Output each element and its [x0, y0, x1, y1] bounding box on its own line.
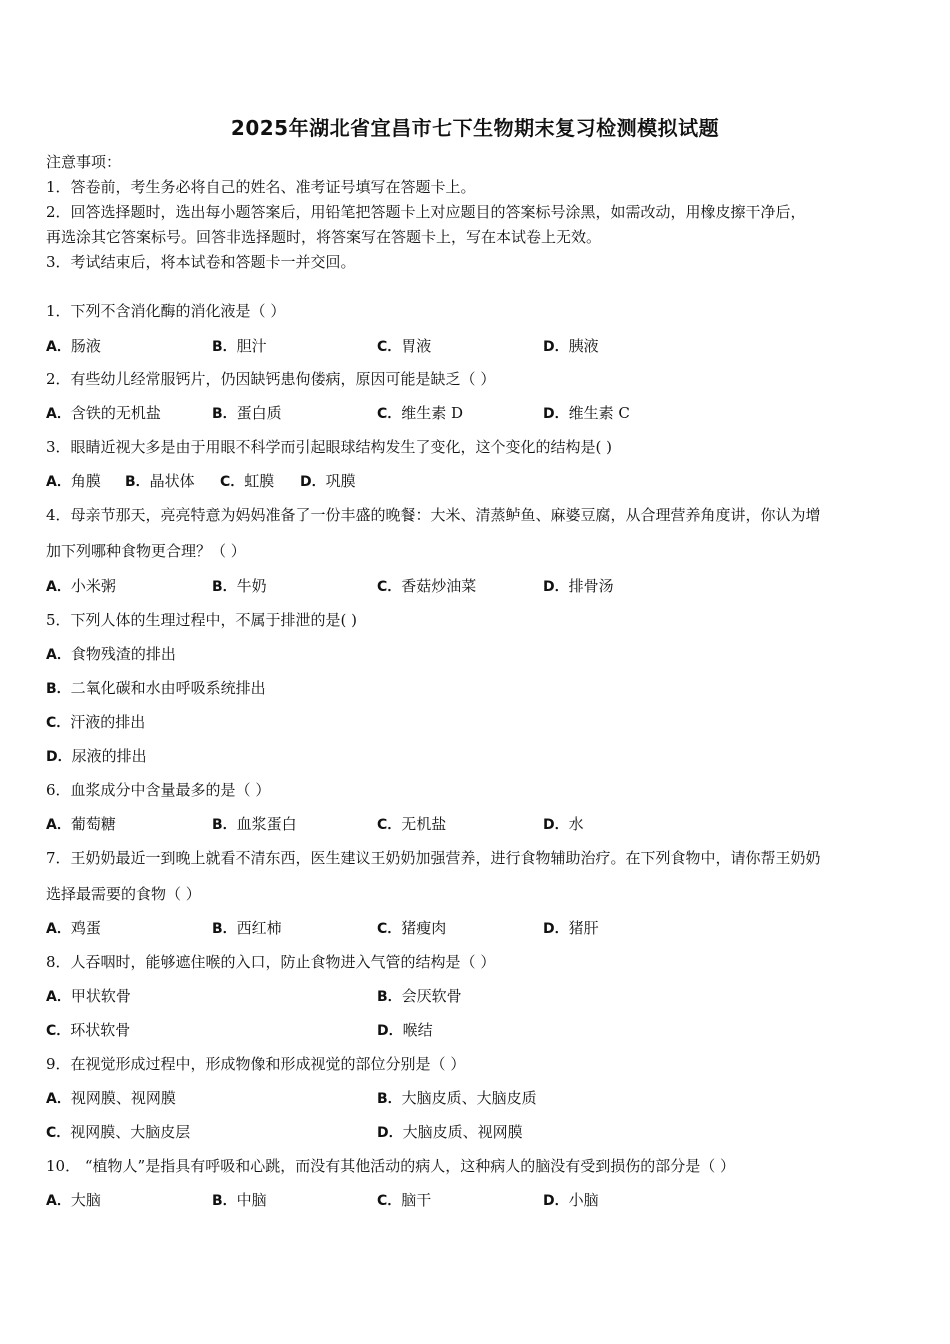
option-text: 无机盐: [401, 815, 447, 833]
option-text: 水: [568, 815, 584, 833]
option-d[interactable]: [543, 336, 599, 357]
question-stem-continued: 加下列哪种食物更合理？（ ）: [46, 542, 246, 560]
question-stem: 5．下列人体的生理过程中，不属于排泄的是( ): [46, 611, 358, 629]
option-a[interactable]: [46, 1190, 101, 1211]
option-text: 晶状体: [149, 472, 195, 490]
option-text: 二氧化碳和水由呼吸系统排出: [70, 679, 266, 697]
option-text: 血浆蛋白: [236, 815, 297, 833]
option-text: 喉结: [402, 1021, 433, 1039]
option-label: A．: [46, 474, 71, 490]
option-text: 中脑: [236, 1191, 267, 1209]
option-label: A．: [46, 579, 71, 595]
option-label: D．: [543, 406, 569, 422]
option-label: D．: [377, 1125, 403, 1141]
option-a[interactable]: [46, 986, 131, 1007]
option-text: 维生素 D: [401, 404, 464, 422]
option-text: 排骨汤: [568, 577, 614, 595]
option-a[interactable]: [46, 814, 116, 835]
option-a[interactable]: [46, 403, 161, 424]
option-c[interactable]: [46, 1122, 190, 1143]
option-text: 大脑皮质、视网膜: [402, 1123, 523, 1141]
option-text: 香菇炒油菜: [401, 577, 477, 595]
option-text: 大脑皮质、大脑皮质: [401, 1089, 537, 1107]
option-d[interactable]: [543, 403, 630, 424]
option-d[interactable]: [377, 1020, 433, 1041]
question-stem: 8．人吞咽时，能够遮住喉的入口，防止食物进入气管的结构是（ ）: [46, 953, 496, 971]
option-label: D．: [543, 921, 569, 937]
option-text: 胆汁: [236, 337, 267, 355]
option-label: A．: [46, 1193, 71, 1209]
option-text: 汗液的排出: [70, 713, 146, 731]
option-text: 环状软骨: [70, 1021, 131, 1039]
option-a[interactable]: [46, 918, 101, 939]
option-label: A．: [46, 921, 71, 937]
option-label: A．: [46, 1091, 71, 1107]
option-text: 胰液: [568, 337, 599, 355]
option-d[interactable]: [543, 814, 584, 835]
option-text: 食物残渣的排出: [70, 645, 176, 663]
option-label: C．: [46, 1125, 71, 1141]
option-label: D．: [543, 339, 569, 355]
option-label: A．: [46, 406, 71, 422]
option-text: 尿液的排出: [71, 747, 147, 765]
option-a[interactable]: [46, 576, 116, 597]
option-b[interactable]: [212, 576, 267, 597]
option-label: A．: [46, 647, 71, 663]
option-text: 猪肝: [568, 919, 599, 937]
option-label: B．: [212, 1193, 237, 1209]
option-a[interactable]: [46, 644, 176, 665]
option-c[interactable]: [377, 336, 431, 357]
option-label: B．: [212, 817, 237, 833]
notice-item: 3．考试结束后，将本试卷和答题卡一并交回。: [46, 253, 356, 271]
option-text: 胃液: [401, 337, 432, 355]
option-c[interactable]: [377, 918, 446, 939]
option-label: C．: [46, 715, 71, 731]
question-stem: 4．母亲节那天，亮亮特意为妈妈准备了一份丰盛的晚餐：大米、清蒸鲈鱼、麻婆豆腐，从合理营养角度讲，你认为增: [46, 506, 821, 524]
option-c[interactable]: [220, 471, 274, 492]
option-text: 葡萄糖: [70, 815, 116, 833]
option-label: B．: [212, 339, 237, 355]
notice-item: 1．答卷前，考生务必将自己的姓名、准考证号填写在答题卡上。: [46, 178, 476, 196]
question-stem: 7．王奶奶最近一到晚上就看不清东西，医生建议王奶奶加强营养，进行食物辅助治疗。在下列食物中，请你帮王奶奶: [46, 849, 821, 867]
option-label: D．: [300, 474, 326, 490]
option-text: 甲状软骨: [70, 987, 131, 1005]
option-text: 肠液: [70, 337, 101, 355]
option-label: D．: [543, 817, 569, 833]
question-stem: 6．血浆成分中含量最多的是（ ）: [46, 781, 271, 799]
notice-heading: 注意事项：: [46, 153, 122, 171]
option-b[interactable]: [212, 336, 267, 357]
option-text: 大脑: [70, 1191, 101, 1209]
option-b[interactable]: [212, 918, 282, 939]
option-b[interactable]: [377, 986, 462, 1007]
option-c[interactable]: [46, 1020, 130, 1041]
option-label: C．: [377, 406, 402, 422]
option-label: A．: [46, 339, 71, 355]
option-text: 小米粥: [70, 577, 116, 595]
option-c[interactable]: [377, 576, 476, 597]
option-d[interactable]: [543, 918, 599, 939]
option-text: 会厌软骨: [401, 987, 462, 1005]
option-d[interactable]: [300, 471, 356, 492]
option-text: 维生素 C: [568, 404, 630, 422]
option-b[interactable]: [125, 471, 195, 492]
exam-title: 2025年湖北省宜昌市七下生物期末复习检测模拟试题: [230, 116, 720, 140]
option-text: 脑干: [401, 1191, 432, 1209]
option-label: A．: [46, 817, 71, 833]
option-c[interactable]: [377, 403, 463, 424]
question-stem: 2．有些幼儿经常服钙片，仍因缺钙患佝偻病，原因可能是缺乏（ ）: [46, 370, 496, 388]
option-text: 巩膜: [325, 472, 356, 490]
option-text: 视网膜、视网膜: [70, 1089, 176, 1107]
option-text: 西红柿: [236, 919, 282, 937]
option-label: C．: [220, 474, 245, 490]
option-d[interactable]: [377, 1122, 523, 1143]
option-label: C．: [377, 921, 402, 937]
option-b[interactable]: [377, 1088, 537, 1109]
notice-item: 2．回答选择题时，选出每小题答案后，用铅笔把答题卡上对应题目的答案标号涂黑，如需改动，用橡皮擦干净后，: [46, 203, 806, 221]
option-label: D．: [46, 749, 72, 765]
option-label: B．: [377, 1091, 402, 1107]
option-label: B．: [377, 989, 402, 1005]
question-stem: 3．眼睛近视大多是由于用眼不科学而引起眼球结构发生了变化，这个变化的结构是( ): [46, 438, 613, 456]
option-a[interactable]: [46, 336, 101, 357]
notice-item: 再选涂其它答案标号。回答非选择题时，将答案写在答题卡上，写在本试卷上无效。: [46, 228, 602, 246]
option-label: C．: [377, 817, 402, 833]
option-label: B．: [212, 579, 237, 595]
option-label: D．: [377, 1023, 403, 1039]
option-d[interactable]: [543, 576, 614, 597]
option-label: B．: [212, 406, 237, 422]
question-stem-continued: 选择最需要的食物（ ）: [46, 885, 201, 903]
option-label: D．: [543, 1193, 569, 1209]
option-c[interactable]: [46, 712, 145, 733]
option-b[interactable]: [212, 1190, 267, 1211]
option-b[interactable]: [212, 403, 282, 424]
option-text: 牛奶: [236, 577, 267, 595]
option-text: 视网膜、大脑皮层: [70, 1123, 191, 1141]
option-a[interactable]: [46, 1088, 176, 1109]
option-c[interactable]: [377, 1190, 431, 1211]
option-text: 猪瘦肉: [401, 919, 447, 937]
option-b[interactable]: [46, 678, 266, 699]
question-stem: 1．下列不含消化酶的消化液是（ ）: [46, 302, 286, 320]
option-text: 鸡蛋: [70, 919, 101, 937]
option-label: C．: [377, 1193, 402, 1209]
option-label: B．: [125, 474, 150, 490]
option-b[interactable]: [212, 814, 297, 835]
question-stem: 9．在视觉形成过程中，形成物像和形成视觉的部位分别是（ ）: [46, 1055, 466, 1073]
option-text: 含铁的无机盐: [70, 404, 161, 422]
option-d[interactable]: [543, 1190, 599, 1211]
option-label: C．: [377, 579, 402, 595]
option-label: C．: [46, 1023, 71, 1039]
option-label: B．: [46, 681, 71, 697]
question-stem: 10． “植物人”是指具有呼吸和心跳，而没有其他活动的病人，这种病人的脑没有受到损伤的部分是（ ）: [46, 1157, 735, 1175]
option-label: B．: [212, 921, 237, 937]
option-label: D．: [543, 579, 569, 595]
option-text: 虹膜: [244, 472, 275, 490]
option-label: C．: [377, 339, 402, 355]
option-d[interactable]: [46, 746, 147, 767]
option-c[interactable]: [377, 814, 446, 835]
option-text: 小脑: [568, 1191, 599, 1209]
option-text: 蛋白质: [236, 404, 282, 422]
option-a[interactable]: [46, 471, 101, 492]
option-text: 角膜: [70, 472, 101, 490]
option-label: A．: [46, 989, 71, 1005]
